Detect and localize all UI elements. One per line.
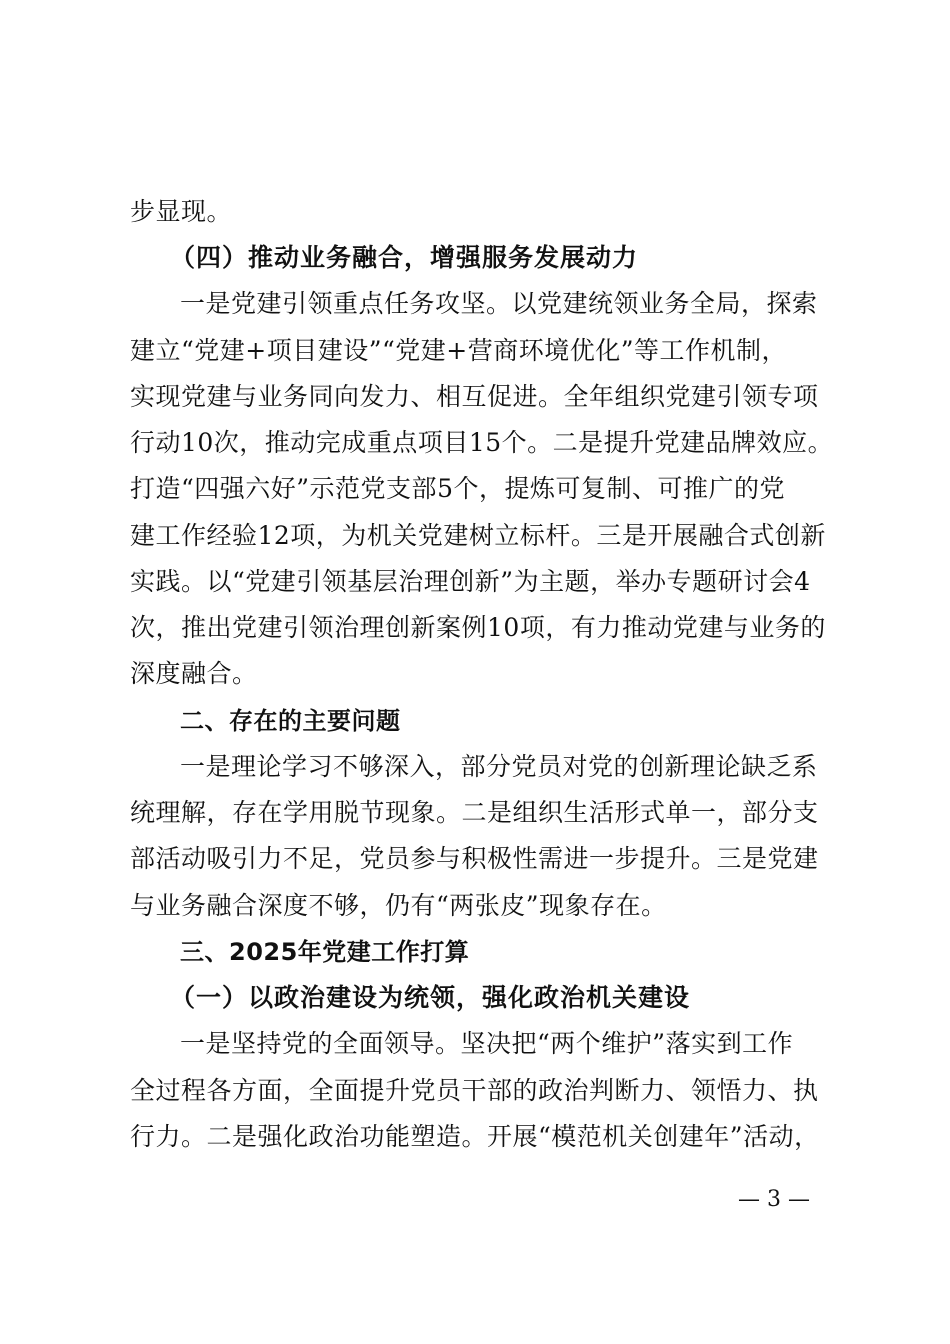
paragraph-line: 与业务融合深度不够，仍有“两张皮”现象存在。 <box>130 891 667 920</box>
paragraph-line: 统理解，存在学用脱节现象。二是组织生活形式单一，部分支 <box>130 798 819 827</box>
paragraph-line: 次，推出党建引领治理创新案例10项，有力推动党建与业务的 <box>130 613 826 642</box>
paragraph-line: 步显现。 <box>130 197 233 226</box>
section-subheading: （一）以政治建设为统领，强化政治机关建设 <box>170 983 691 1012</box>
paragraph-line: 一是坚持党的全面领导。坚决把“两个维护”落实到工作 <box>180 1029 794 1058</box>
paragraph-line: 实践。以“党建引领基层治理创新”为主题，举办专题研讨会4 <box>130 567 811 596</box>
paragraph-line: 部活动吸引力不足，党员参与积极性需进一步提升。三是党建 <box>130 844 819 873</box>
paragraph-line: 建工作经验12项，为机关党建树立标杆。三是开展融合式创新 <box>130 521 826 550</box>
paragraph-line: 实现党建与业务同向发力、相互促进。全年组织党建引领专项 <box>130 382 819 411</box>
paragraph-line: 建立“党建+项目建设”“党建+营商环境优化”等工作机制， <box>130 336 788 365</box>
section-heading: 二、存在的主要问题 <box>180 707 401 735</box>
paragraph-line: 一是理论学习不够深入，部分党员对党的创新理论缺乏系 <box>180 752 818 781</box>
paragraph-line: 全过程各方面，全面提升党员干部的政治判断力、领悟力、执 <box>130 1076 819 1105</box>
paragraph-line: 行力。二是强化政治功能塑造。开展“模范机关创建年”活动， <box>130 1122 820 1151</box>
paragraph-line: 一是党建引领重点任务攻坚。以党建统领业务全局，探索 <box>180 289 818 318</box>
page-number: — 3 — <box>738 1187 810 1212</box>
paragraph-line: 深度融合。 <box>130 659 258 688</box>
paragraph-line: 打造“四强六好”示范党支部5个，提炼可复制、可推广的党 <box>130 474 785 503</box>
section-subheading: （四）推动业务融合，增强服务发展动力 <box>170 243 639 272</box>
section-heading: 三、2025年党建工作打算 <box>180 938 470 966</box>
paragraph-line: 行动10次，推动完成重点项目15个。二是提升党建品牌效应。 <box>130 428 834 457</box>
